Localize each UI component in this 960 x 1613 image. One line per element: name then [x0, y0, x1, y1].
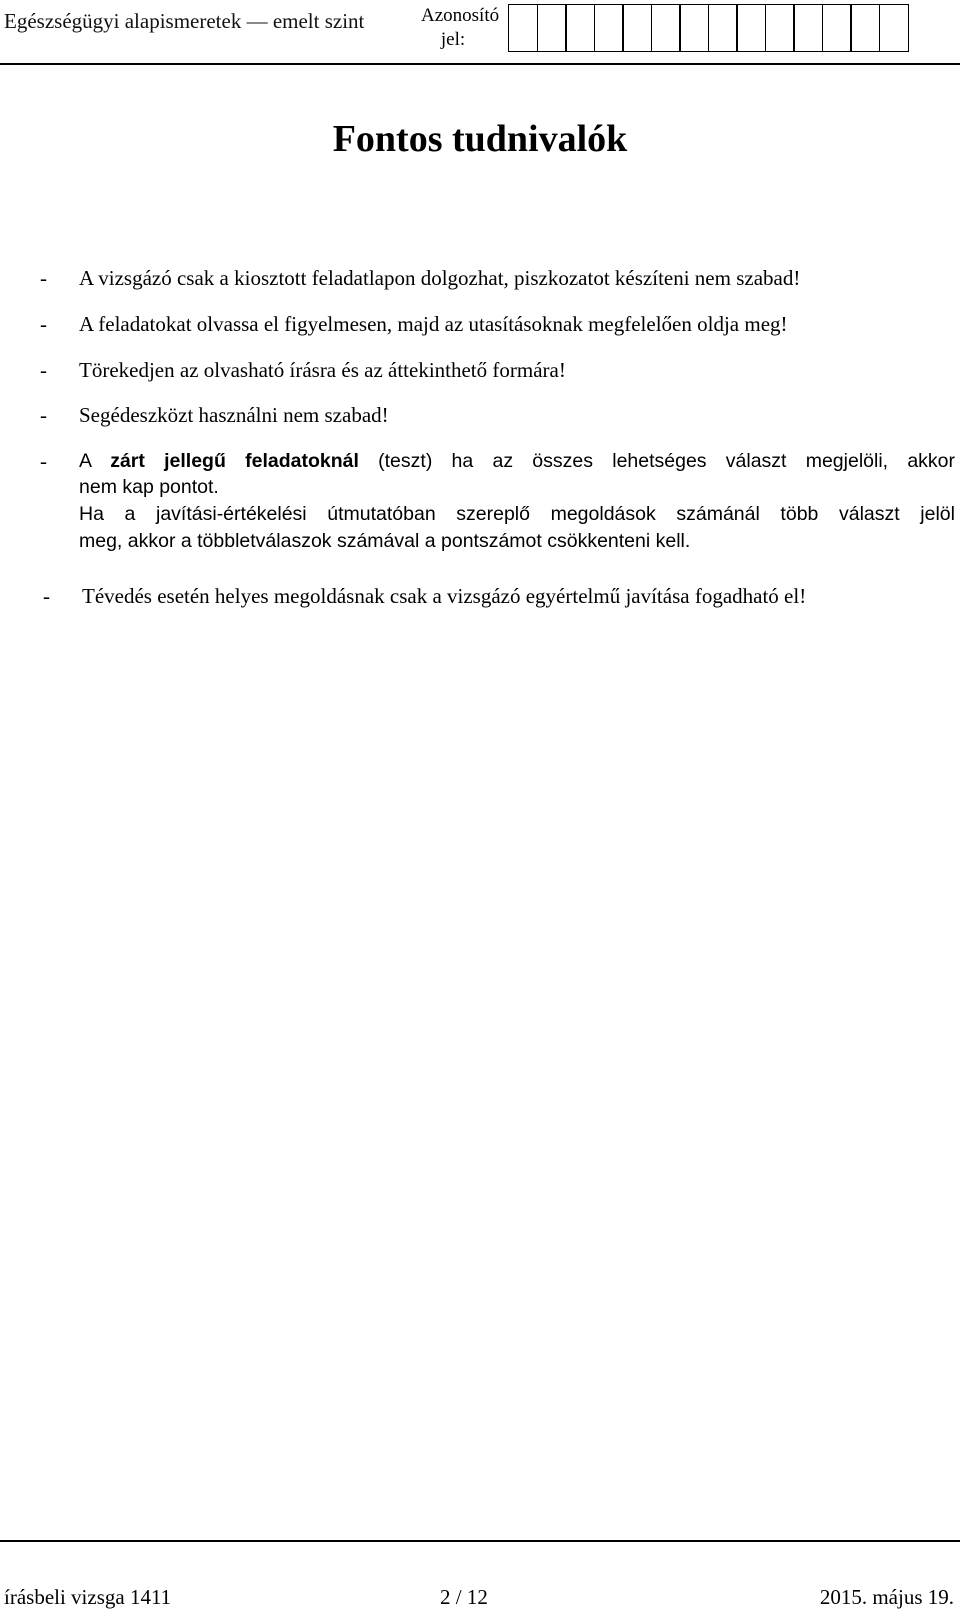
rule-dash: -	[40, 312, 47, 336]
rule5-post: (teszt) ha az összes lehetséges választ megjelöli, akkor	[378, 450, 956, 472]
footer-exam-code: írásbeli vizsga 1411	[4, 1585, 172, 1609]
rule5-para-line1	[79, 500, 955, 528]
id-label-line2: jel:	[440, 29, 466, 50]
id-code-box	[879, 4, 909, 52]
id-code-box	[708, 4, 738, 52]
rule-dash: -	[40, 449, 47, 473]
id-code-box	[565, 4, 595, 52]
rule-dash: -	[40, 403, 47, 427]
id-code-box	[594, 4, 624, 52]
rule-dash: -	[40, 266, 47, 290]
rule-dash: -	[40, 358, 47, 382]
id-code-box	[679, 4, 709, 52]
id-label-line1: Azonosító	[421, 5, 500, 26]
rule-text: Tévedés esetén helyes megoldásnak csak a vizsgázó egyértelmű javítása fogadható el!	[82, 584, 807, 608]
page-title: Fontos tudnivalók	[332, 118, 628, 160]
id-code-box	[736, 4, 766, 52]
rule-text: Törekedjen az olvasható írásra és az áttekinthető formára!	[79, 358, 566, 382]
rule-text: A vizsgázó csak a kiosztott feladatlapon dolgozhat, piszkozatot készíteni nem szabad!	[79, 266, 801, 290]
id-code-box	[537, 4, 567, 52]
rule-dash: -	[43, 584, 50, 608]
id-code-box	[622, 4, 652, 52]
id-code-boxes	[508, 4, 907, 52]
footer-page-number: 2 / 12	[440, 1585, 488, 1609]
rule5-para-line1-text: Ha a javítási-értékelési útmutatóban szereplő megoldások számánál több választ jelöl	[79, 503, 955, 525]
id-code-box	[850, 4, 880, 52]
rule-text: Segédeszközt használni nem szabad!	[79, 403, 389, 427]
header-rule	[0, 63, 960, 65]
rule5-bold: zárt jellegű feladatoknál	[110, 450, 359, 472]
rule5-para-line2: meg, akkor a többletválaszok számával a pontszámot csökkenteni kell.	[79, 530, 691, 552]
id-code-box	[765, 4, 795, 52]
rule-text	[79, 447, 955, 475]
id-code-box	[508, 4, 538, 52]
id-code-box	[793, 4, 823, 52]
rule5-pre: A	[79, 450, 91, 472]
rule5-line2: nem kap pontot.	[79, 476, 219, 498]
rule-text: A feladatokat olvassa el figyelmesen, majd az utasításoknak megfelelően oldja meg!	[79, 312, 788, 336]
footer-rule	[0, 1540, 960, 1542]
id-code-box	[651, 4, 681, 52]
id-label	[421, 4, 500, 52]
footer-date: 2015. május 19.	[819, 1585, 954, 1609]
id-code-box	[822, 4, 852, 52]
header-title: Egészségügyi alapismeretek — emelt szint	[4, 9, 365, 33]
